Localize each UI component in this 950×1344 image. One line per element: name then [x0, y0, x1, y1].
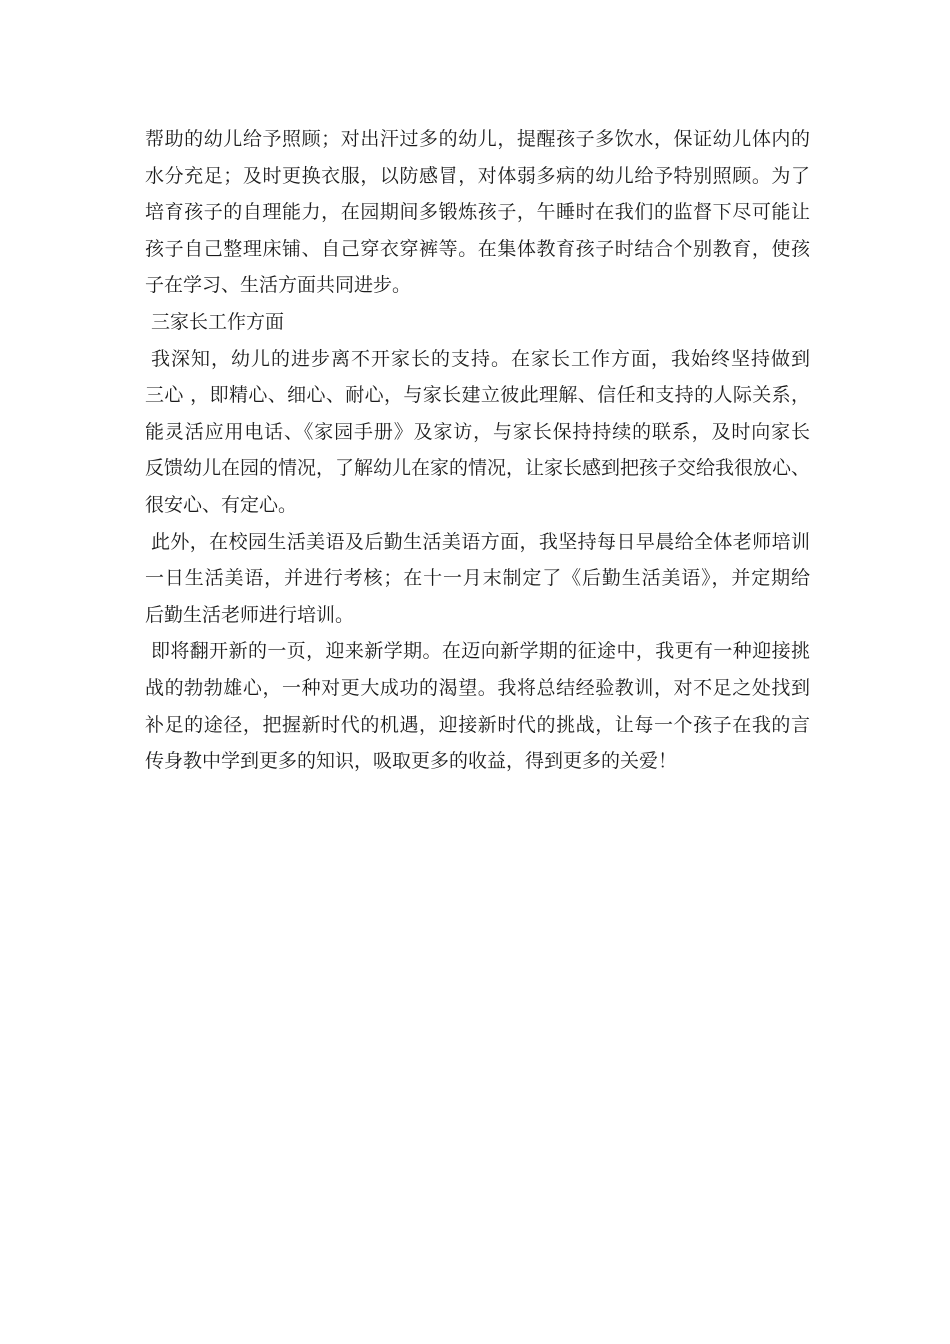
text-line: 战的勃勃雄心，一种对更大成功的渴望。我将总结经验教训，对不足之处找到: [145, 676, 810, 699]
text-line: 子在学习、生活方面共同进步。: [145, 274, 412, 297]
text-line: 反馈幼儿在园的情况，了解幼儿在家的情况，让家长感到把孩子交给我很放心、: [145, 457, 810, 480]
text-line: 一日生活美语，并进行考核；在十一月末制定了《后勤生活美语》，并定期给: [145, 567, 810, 590]
text-line: 很安心、有定心。: [145, 493, 298, 516]
text-line: 水分充足；及时更换衣服，以防感冒，对体弱多病的幼儿给予特别照顾。为了: [145, 164, 810, 187]
text-line: 后勤生活老师进行培训。: [145, 603, 355, 626]
text-line: 能灵活应用电话、《家园手册》及家访，与家长保持持续的联系，及时向家长: [145, 420, 810, 443]
text-line: 孩子自己整理床铺、自己穿衣穿裤等。在集体教育孩子时结合个别教育，使孩: [145, 237, 810, 260]
text-line: 传身教中学到更多的知识，吸取更多的收益，得到更多的关爱！: [145, 750, 678, 773]
section-heading: 三家长工作方面: [151, 310, 285, 333]
text-line: 三心 ，即精心、细心、耐心，与家长建立彼此理解、信任和支持的人际关系，: [145, 384, 810, 407]
text-line: 即将翻开新的一页，迎来新学期。在迈向新学期的征途中，我更有一种迎接挑: [151, 640, 810, 663]
text-line: 补足的途径，把握新时代的机遇，迎接新时代的挑战，让每一个孩子在我的言: [145, 713, 810, 736]
text-line: 此外，在校园生活美语及后勤生活美语方面，我坚持每日早晨给全体老师培训: [151, 530, 810, 553]
text-line: 我深知，幼儿的进步离不开家长的支持。在家长工作方面，我始终坚持做到: [151, 347, 810, 370]
document-body: [145, 121, 810, 780]
text-line: 帮助的幼儿给予照顾；对出汗过多的幼儿，提醒孩子多饮水，保证幼儿体内的: [145, 128, 810, 150]
text-line: 培育孩子的自理能力，在园期间多锻炼孩子，午睡时在我们的监督下尽可能让: [145, 201, 810, 224]
